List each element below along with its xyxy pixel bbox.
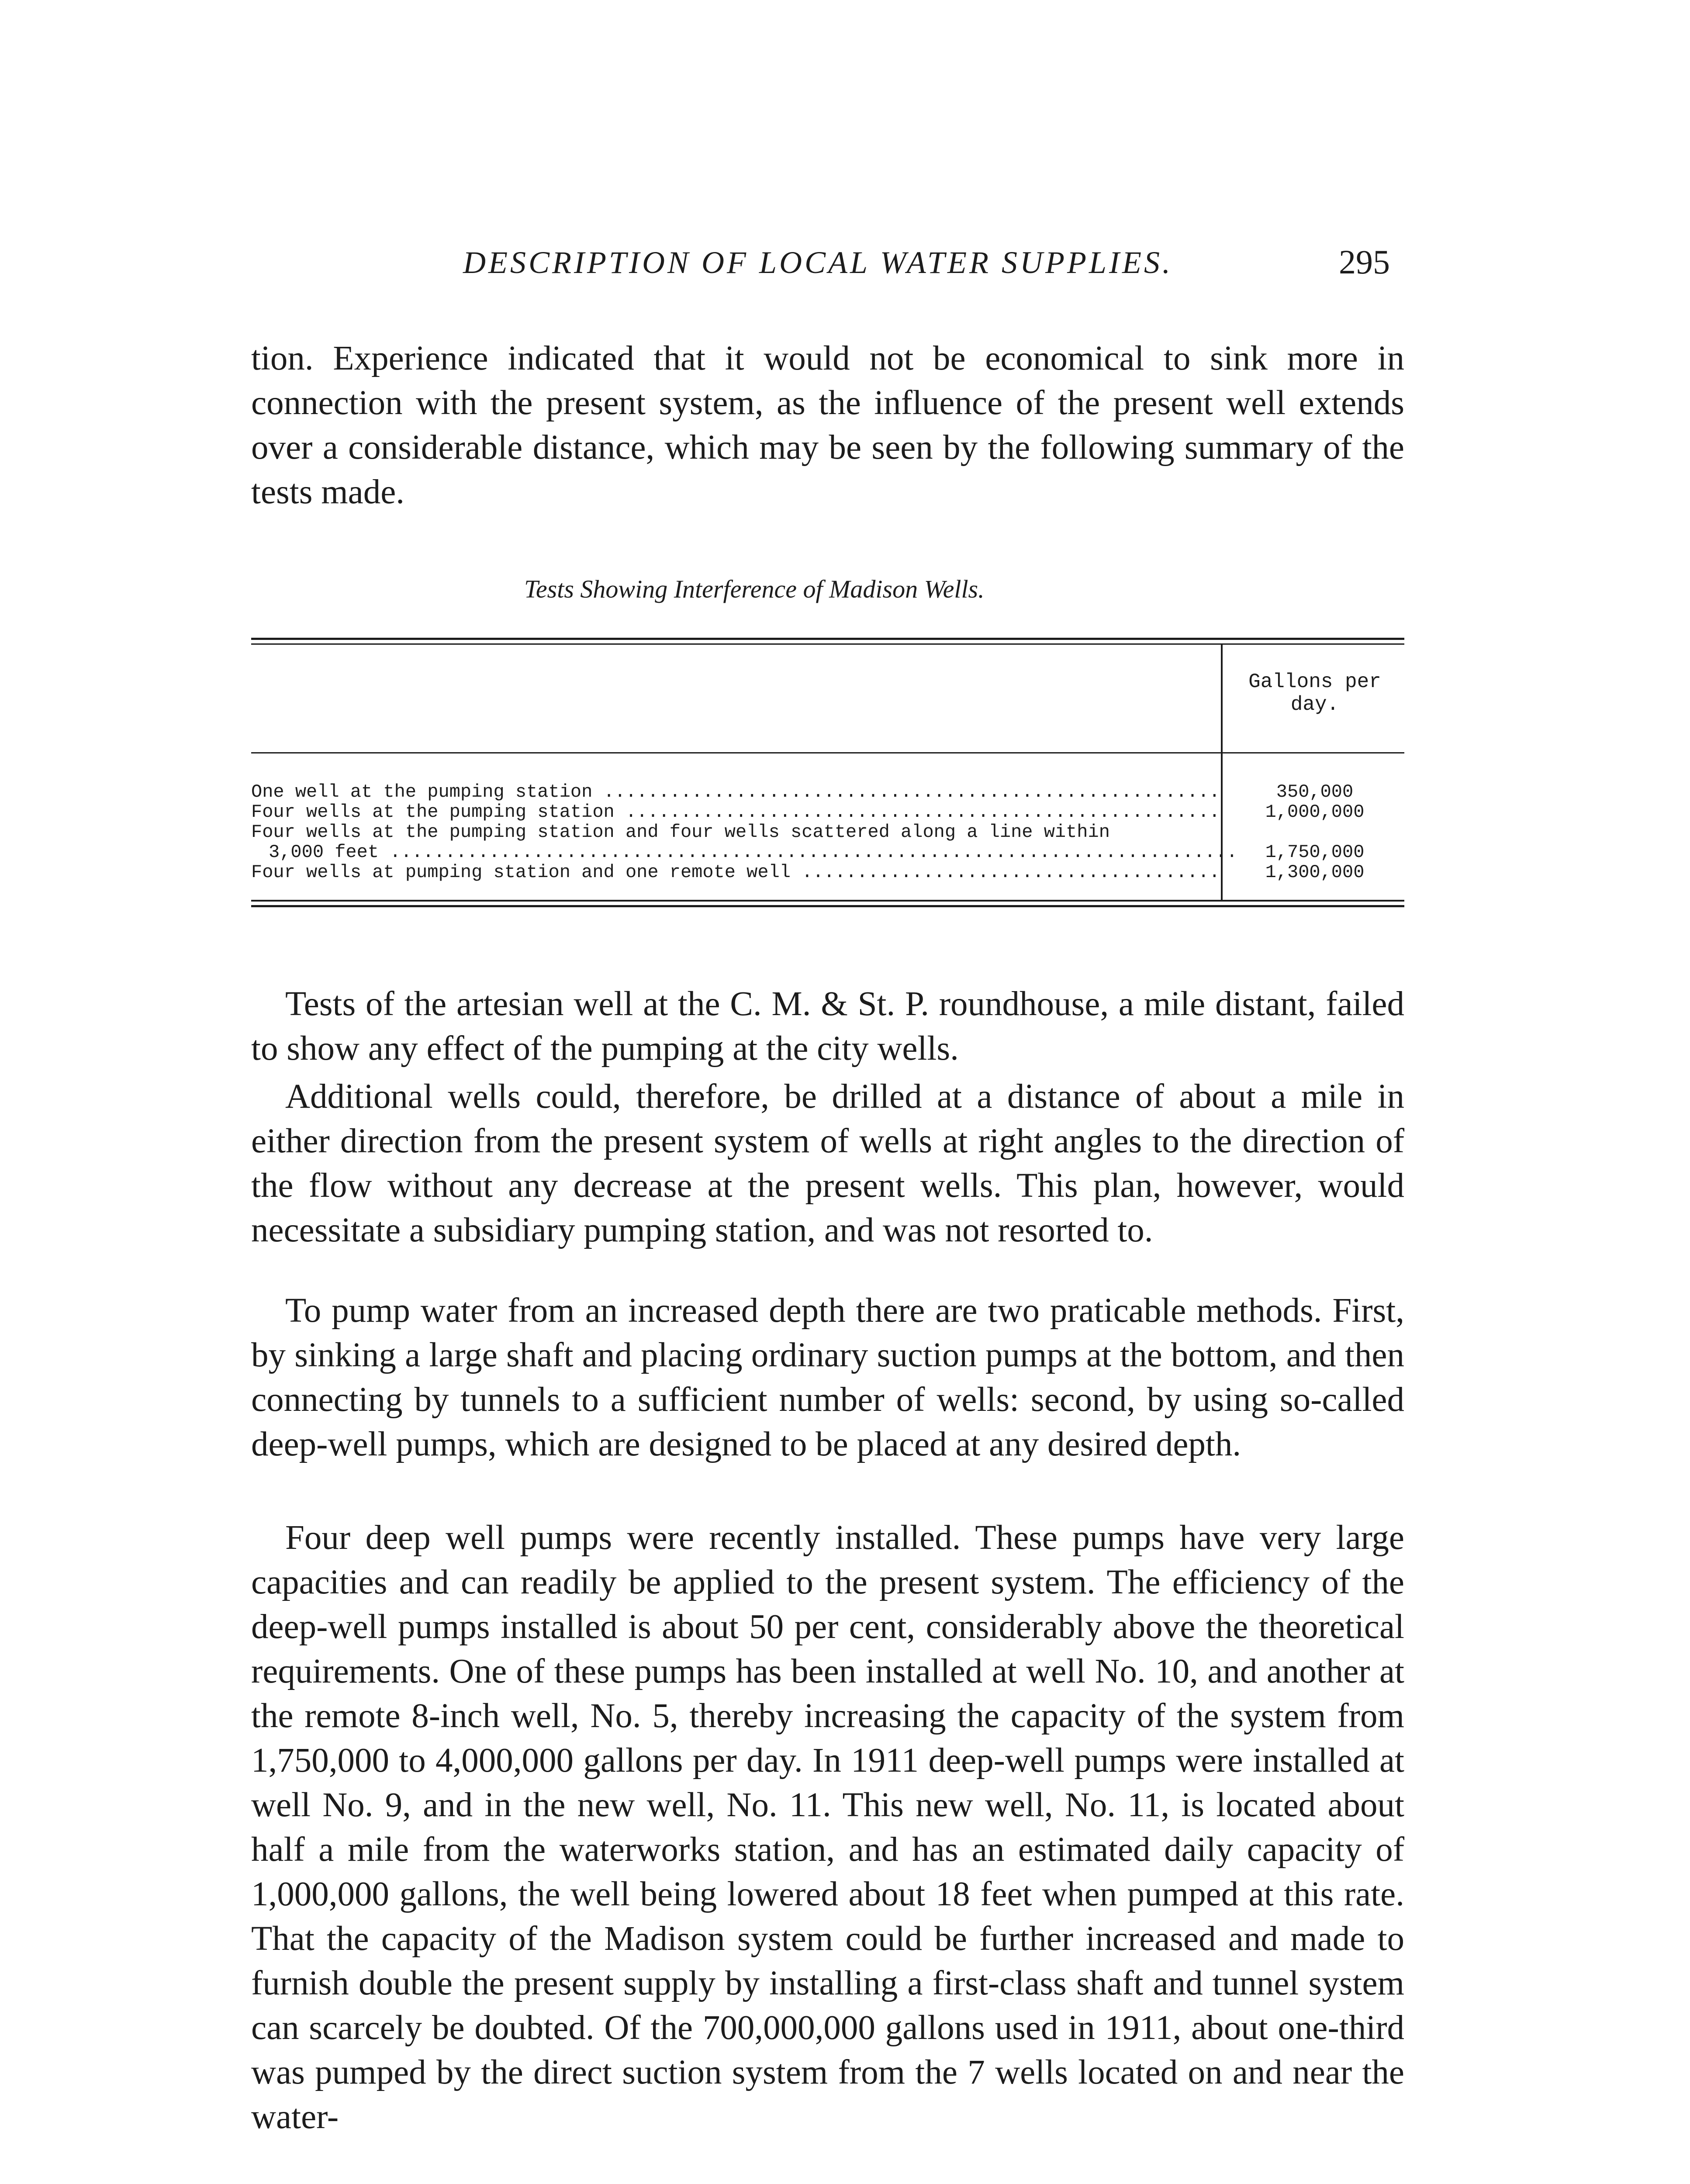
row-value: 1,750,000	[1265, 842, 1365, 863]
row-description: Four wells at the pumping station and four wells scattered along a line within	[251, 822, 1110, 842]
paragraph-pumping-methods: To pump water from an increased depth there are two praticable methods. First, by sinking a large shaft and placing ordinary suction pumps at the bottom, and then connecting by tunnels to a sufficient number of wells: second, by using so-called deep-well pumps, which are designed to be placed at any desired depth.	[251, 1292, 1404, 1463]
table-top-rule-inner	[251, 643, 1404, 645]
row-value: 350,000	[1276, 781, 1354, 802]
paragraph-deep-well-pumps: Four deep well pumps were recently installed. These pumps have very large capacities and can readily be applied to the present system. The efficiency of the deep-well pumps installed is about 50 per cent, considerably above the theoretical requirements. One of these pumps has been installed at well No. 10, and another at the remote 8-inch well, No. 5, thereby increasing the capacity of the system from 1,750,000 to 4,000,000 gallons per day. In 1911 deep-well pumps were installed at well No. 9, and in the new well, No. 11. This new well, No. 11, is located about half a mile from the waterworks station, and has an estimated daily capacity of 1,000,000 gallons, the well being lowered about 18 feet when pumped at this rate. That the capacity of the Madison system could be further increased and made to furnish double the present supply by installing a first-class shaft and tunnel system can scarcely be doubted. Of the 700,000,000 gallons used in 1911, about one-third was pumped by the direct suction system from the 7 wells located on and near the water-	[251, 1519, 1404, 2136]
tests-table	[251, 638, 1404, 943]
table-caption: Tests Showing Interference of Madison Wells.	[524, 575, 985, 603]
table-top-rule	[251, 638, 1404, 640]
table-bottom-rule	[251, 900, 1404, 902]
paragraph-additional-wells: Additional wells could, therefore, be drilled at a distance of about a mile in either direction from the present system of wells at right angles to the direction of the flow without any decrease at the present wells. This plan, however, would necessitate a subsidiary pumping station, and was not resorted to.	[251, 1078, 1404, 1249]
page-number: 295	[1339, 243, 1390, 281]
column-header-gallons: Gallons per day.	[1248, 670, 1381, 716]
row-value: 1,000,000	[1265, 802, 1365, 822]
row-description: Four wells at the pumping station .....	[251, 802, 1217, 822]
row-description: One well at the pumping station .....	[251, 782, 1217, 802]
row-description-continuation: 3,000 feet .....	[251, 842, 1234, 862]
table-header-rule	[251, 752, 1404, 753]
running-header: DESCRIPTION OF LOCAL WATER SUPPLIES.	[463, 245, 1173, 280]
table-bottom-rule-outer	[251, 905, 1404, 907]
paragraph-continuation: tion. Experience indicated that it would not be economical to sink more in connection with the present system, as the influence of the present well extends over a considerable distance, which may be seen by the following summary of the tests made.	[251, 339, 1404, 511]
row-value: 1,300,000	[1265, 862, 1365, 883]
paragraph-roundhouse-tests: Tests of the artesian well at the C. M. & St. P. roundhouse, a mile distant, failed to show any effect of the pumping at the city wells.	[251, 985, 1404, 1068]
row-description: Four wells at pumping station and one remote well .....	[251, 862, 1217, 882]
